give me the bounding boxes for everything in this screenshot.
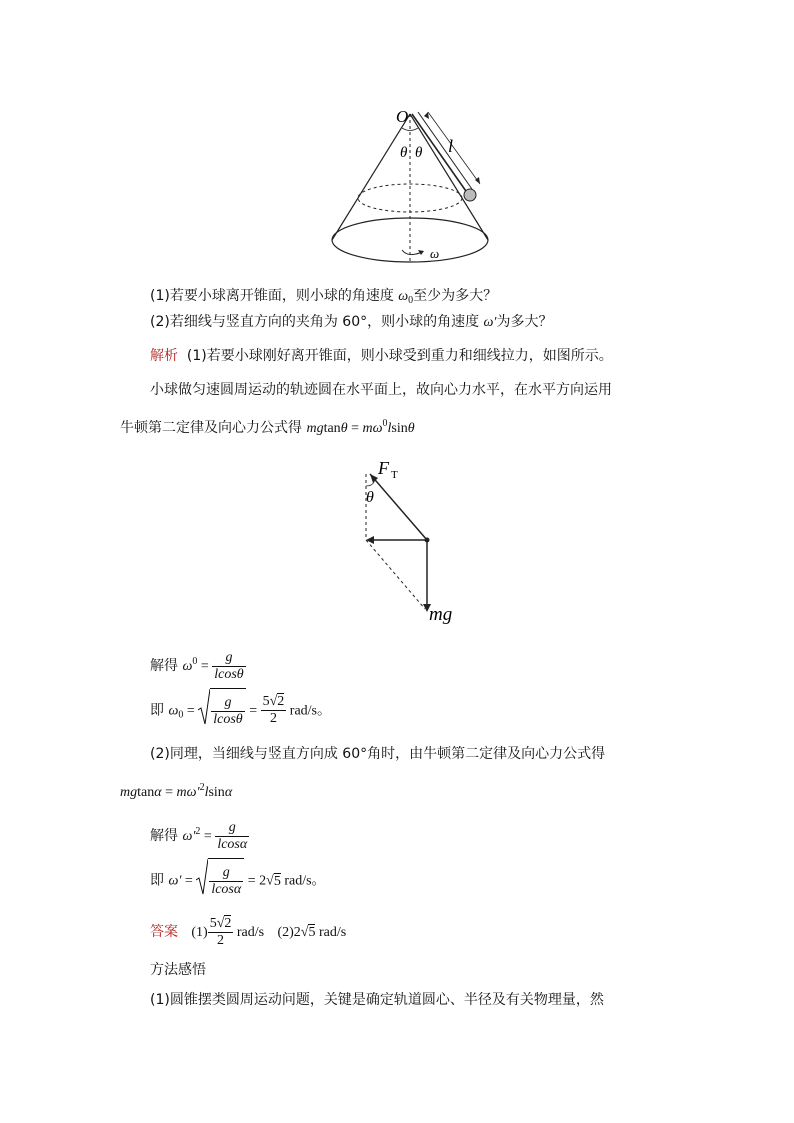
cone-figure xyxy=(320,100,500,268)
tension-vector xyxy=(370,474,427,540)
answer-fraction: $\frac{5√2}{2}$ xyxy=(209,915,232,948)
analysis-tag: 解析 xyxy=(150,348,178,364)
analysis-p1: 解析 (1)若要小球刚好离开锥面，则小球受到重力和细线拉力，如图所示。 xyxy=(150,348,613,364)
label-T: T xyxy=(391,469,398,481)
fraction: $\frac{g}{lcos\theta}$ xyxy=(214,649,244,682)
label-l: l xyxy=(448,136,454,156)
method-title: 方法感悟 xyxy=(150,962,206,978)
label-theta-right: θ xyxy=(415,145,423,161)
question-2: (2)若细线与竖直方向的夹角为 60°，则小球的角速度 ω′为多大？ xyxy=(150,314,553,330)
solve-2: 即 $\omega_0$ = $\frac{g}{lcos\theta}$ = $\frac{5√2}{2}$ rad/s。 xyxy=(150,688,331,738)
analysis-p2: 小球做匀速圆周运动的轨迹圆在水平面上，故向心力水平，在水平方向运用 xyxy=(150,382,612,398)
force-diagram xyxy=(350,452,480,632)
diagonal-dashed xyxy=(366,540,425,609)
string-line-outer xyxy=(418,112,474,192)
sqrt: $\frac{g}{lcos\theta}$ xyxy=(198,688,245,733)
analysis-p3: 牛顿第二定律及向心力公式得 $mgtan\theta = m\omega^0lsin\theta$ xyxy=(120,418,415,436)
label-O: O xyxy=(396,107,409,126)
label-theta: θ xyxy=(366,489,374,506)
question-1: (1)若要小球离开锥面，则小球的角速度 $\omega_0$至少为多大？ xyxy=(150,288,498,306)
result-fraction: $\frac{5√2}{2}$ xyxy=(262,694,285,726)
label-theta-left: θ xyxy=(400,145,408,161)
sqrt: $\frac{g}{lcos\alpha}$ xyxy=(196,858,244,903)
length-arrow-head-top xyxy=(424,112,429,119)
ball-point xyxy=(425,538,430,543)
part2-p1: (2)同理，当细线与竖直方向成 60°角时，由牛顿第二定律及向心力公式得 xyxy=(150,746,606,762)
answer-tag: 答案 xyxy=(150,924,178,940)
centripetal-arrow-head xyxy=(366,536,374,544)
theta-arc xyxy=(366,482,374,486)
ball xyxy=(464,189,476,201)
solve-3: 解得 $\omega'^2$ = $\frac{g}{lcos\alpha}$ xyxy=(150,819,248,852)
label-omega: ω xyxy=(430,246,440,261)
solve-4: 即 ω′ = $\frac{g}{lcos\alpha}$ = 2√5 rad/s。 xyxy=(150,858,326,904)
label-mg: mg xyxy=(429,604,453,625)
answer: 答案 (1) $\frac{5√2}{2}$ rad/s (2)2√5 rad/s xyxy=(150,915,347,948)
method-p1: (1)圆锥摆类圆周运动问题，关键是确定轨道圆心、半径及有关物理量，然 xyxy=(150,992,604,1008)
fraction: $\frac{g}{lcos\alpha}$ xyxy=(217,819,248,852)
part2-equation: $mgtan\alpha = m\omega'^2lsin\alpha$ xyxy=(120,782,233,800)
solve-1: 解得 $\omega^0$ = $\frac{g}{lcos\theta}$ xyxy=(150,649,244,682)
omega-arrow-head xyxy=(418,250,424,255)
label-F: F xyxy=(378,458,389,478)
